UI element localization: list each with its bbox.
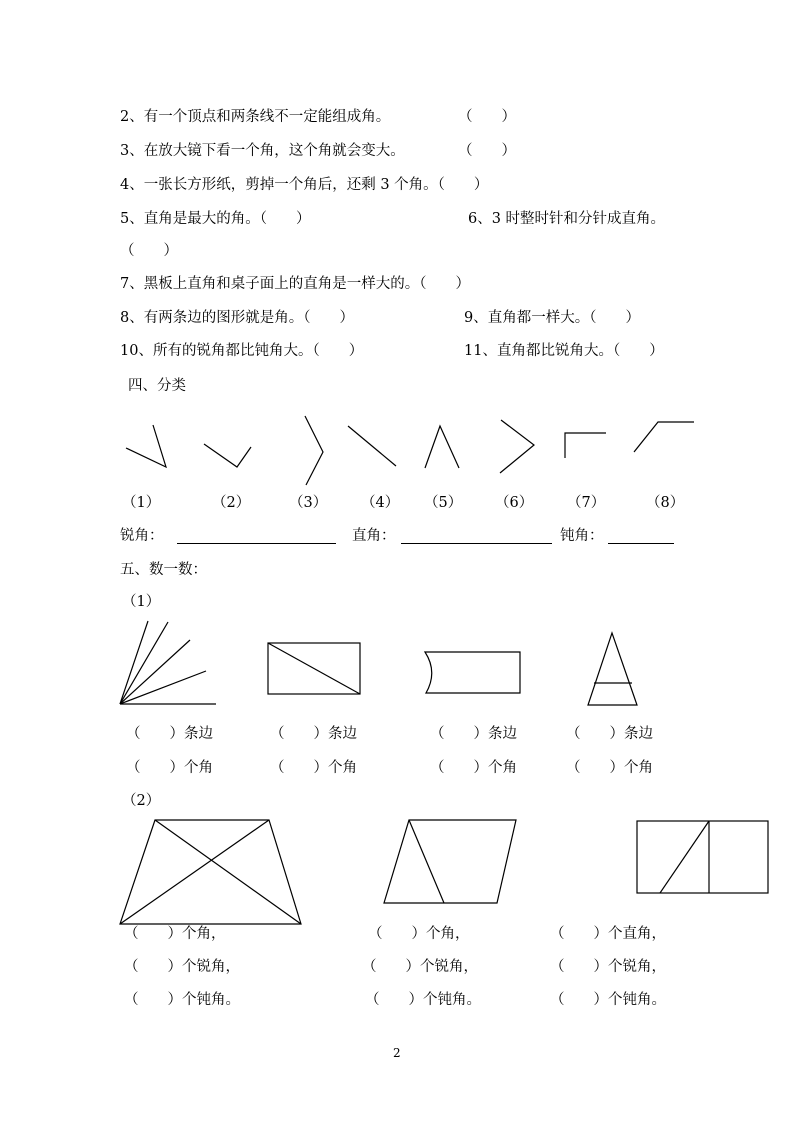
count-fig-5-trapezoid [120,820,301,924]
angle-figure-7 [565,433,606,458]
question-8: 8、有两条边的图形就是角。（ ） [120,310,354,326]
angle-figure-3 [305,416,323,485]
count-fig-2-diagonal [268,643,360,694]
count-fig-6-parallelogram [384,820,516,903]
fig-7-right[interactable]: （ ）个直角， [550,926,666,942]
fig-6-angles[interactable]: （ ）个角， [368,926,470,942]
acute-answer-line[interactable] [177,543,336,544]
question-6: 6、3 时整时针和分针成直角。 [468,211,666,227]
section-count-heading: 五、数一数： [120,562,207,578]
obtuse-label: 钝角： [560,528,604,544]
part-1-label: （1） [122,594,161,610]
page-number: 2 [393,1046,401,1060]
fig-5-acute[interactable]: （ ）个锐角， [124,959,240,975]
question-3: 3、在放大镜下看一个角，这个角就会变大。 [120,143,405,159]
angle-figure-8 [634,422,694,452]
angle-figure-1 [126,425,166,467]
fig-5-angles[interactable]: （ ）个角， [124,926,226,942]
angle-label-7: （7） [567,495,606,511]
fig-4-sides[interactable]: （ ）条边 [566,726,653,742]
fig-2-sides[interactable]: （ ）条边 [270,726,357,742]
count-fig-6-inner-line [409,820,444,903]
fig-3-angles[interactable]: （ ）个角 [430,760,517,776]
fig-4-angles[interactable]: （ ）个角 [566,760,653,776]
right-answer-line[interactable] [401,543,552,544]
question-9: 9、直角都一样大。（ ） [464,310,640,326]
question-3-answer[interactable]: （ ） [458,143,516,159]
angle-label-1: （1） [122,495,161,511]
section-classify-heading: 四、分类 [128,378,186,394]
question-10: 10、所有的锐角都比钝角大。（ ） [120,343,364,359]
fig-6-obtuse[interactable]: （ ）个钝角。 [365,992,481,1008]
fig-5-obtuse[interactable]: （ ）个钝角。 [124,992,240,1008]
part-2-label: （2） [122,793,161,809]
angle-figure-6 [500,420,534,473]
angle-label-2: （2） [212,495,251,511]
count-fig-3-shape [425,652,520,693]
question-2: 2、有一个顶点和两条线不一定能组成角。 [120,109,391,125]
angle-label-3: （3） [289,495,328,511]
fig-6-acute[interactable]: （ ）个锐角， [362,959,478,975]
fig-3-sides[interactable]: （ ）条边 [430,726,517,742]
count-fig-5-diagonal [120,820,269,924]
fig-1-angles[interactable]: （ ）个角 [126,760,213,776]
fig-1-sides[interactable]: （ ）条边 [126,726,213,742]
angle-label-5: （5） [424,495,463,511]
fig-2-angles[interactable]: （ ）个角 [270,760,357,776]
question-11: 11、直角都比锐角大。（ ） [464,343,664,359]
angle-label-4: （4） [361,495,400,511]
fig-7-acute[interactable]: （ ）个锐角， [550,959,666,975]
count-fig-7-rect [637,821,768,893]
count-fig-1-ray [120,671,206,704]
question-6-answer[interactable]: （ ） [120,243,178,259]
angle-label-8: （8） [646,495,685,511]
count-fig-5-diagonal [155,820,301,924]
angle-label-6: （6） [495,495,534,511]
angle-figure-5 [425,426,459,468]
angle-figure-2 [204,444,251,467]
question-7: 7、黑板上直角和桌子面上的直角是一样大的。（ ） [120,276,470,292]
question-2-answer[interactable]: （ ） [458,109,516,125]
obtuse-answer-line[interactable] [608,543,674,544]
fig-7-obtuse[interactable]: （ ）个钝角。 [550,992,666,1008]
right-label: 直角： [352,528,396,544]
angle-figure-4 [348,426,396,466]
question-4: 4、一张长方形纸，剪掉一个角后，还剩 3 个角。（ ） [120,177,489,193]
acute-label: 锐角： [120,528,164,544]
count-fig-4-triangle [588,633,637,705]
count-fig-7-slant [660,821,709,893]
question-5: 5、直角是最大的角。（ ） [120,211,311,227]
